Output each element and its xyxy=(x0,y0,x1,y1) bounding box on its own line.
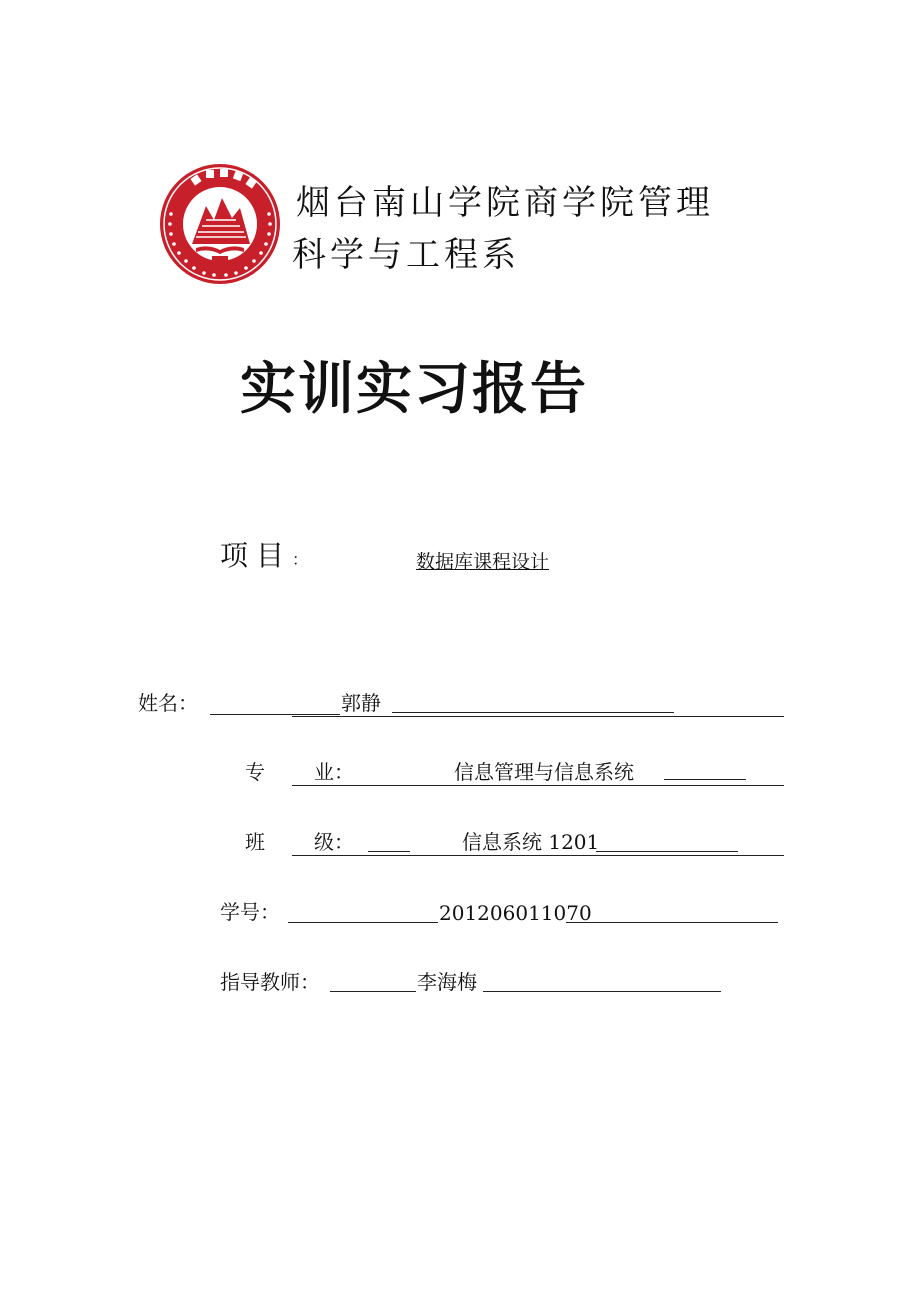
class-underline-right xyxy=(596,851,738,852)
school-name-line-2: 科学与工程系 xyxy=(292,235,520,275)
advisor-underline-left xyxy=(330,991,416,992)
major-value: 信息管理与信息系统 xyxy=(454,760,634,784)
report-title: 实训实习报告 xyxy=(240,357,588,422)
school-name-line-1: 烟台南山学院商学院管理 xyxy=(296,183,714,223)
student-id-underline-left xyxy=(288,922,438,923)
project-label-colon: ： xyxy=(292,550,309,569)
major-underline-right xyxy=(664,779,746,780)
student-id-label: 学号： xyxy=(220,900,280,924)
name-value: 郭静 xyxy=(341,691,381,715)
name-label: 姓名： xyxy=(138,691,198,715)
class-underline-left xyxy=(368,851,410,852)
class-label-a: 班 xyxy=(245,830,265,854)
major-label-b: 业： xyxy=(314,760,354,784)
class-rule xyxy=(292,855,784,856)
project-value: 数据库课程设计 xyxy=(416,551,550,573)
project-label xyxy=(220,539,309,572)
student-id-underline-right xyxy=(566,922,778,923)
name-rule xyxy=(292,716,784,717)
name-underline-left xyxy=(210,714,340,715)
class-value: 信息系统 1201 xyxy=(462,830,600,854)
advisor-label: 指导教师： xyxy=(220,970,320,994)
advisor-value: 李海梅 xyxy=(417,970,477,994)
university-seal-logo xyxy=(158,162,282,286)
project-label-text: 项目 xyxy=(220,539,293,572)
advisor-underline-right xyxy=(483,991,721,992)
major-label-a: 专 xyxy=(245,760,265,784)
name-underline-right xyxy=(392,712,674,713)
student-id-value: 201206011070 xyxy=(439,901,592,925)
major-rule xyxy=(292,785,784,786)
class-label-b: 级： xyxy=(314,830,354,854)
